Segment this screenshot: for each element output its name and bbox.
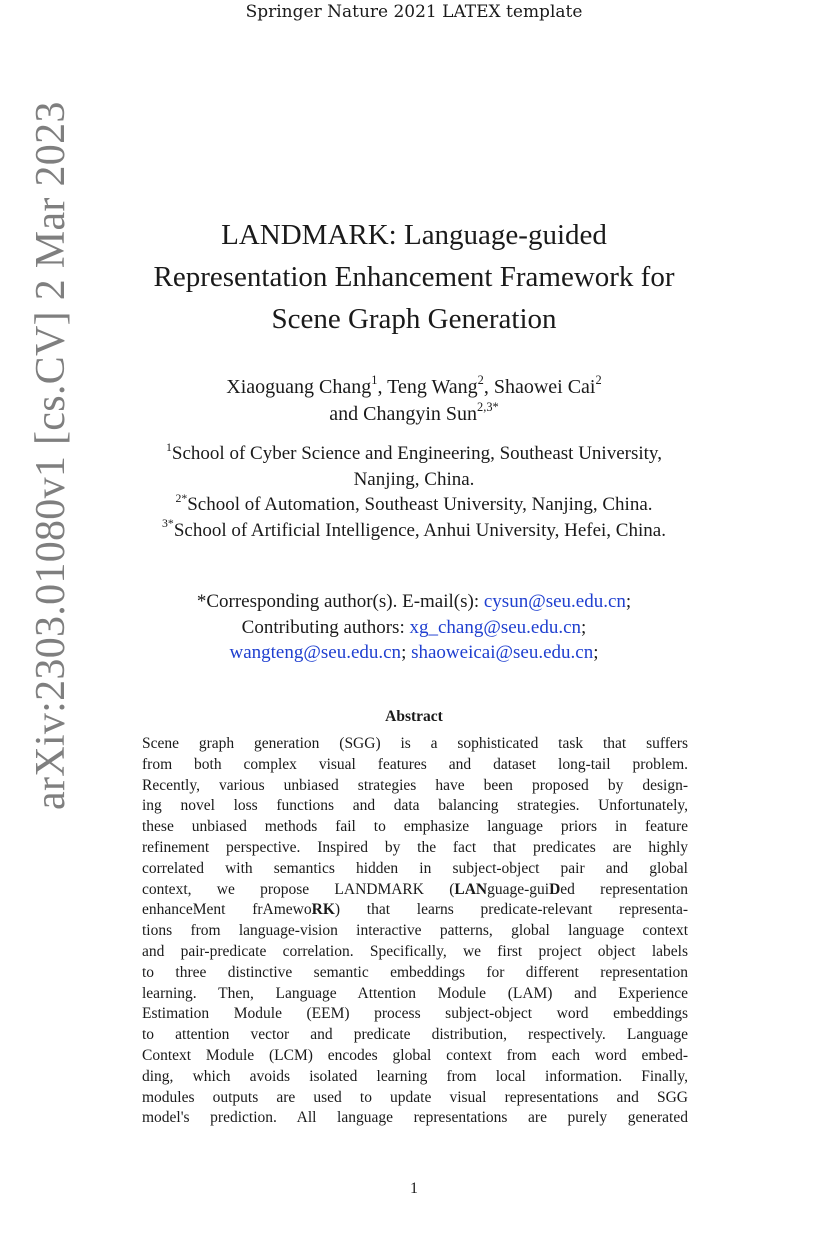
contact-block (130, 589, 698, 666)
author-name: Shaowei Cai (493, 376, 596, 398)
corresponding-label: *Corresponding author(s). E-mail(s): (196, 591, 484, 612)
separator: ; (401, 642, 412, 663)
abstract-line: ing novel loss functions and data balancing strategies. Unfortunately, (142, 797, 688, 815)
affiliation-text: School of Artificial Intelligence, Anhui University, Hefei, China. (173, 519, 666, 541)
affiliation (100, 518, 728, 544)
separator: ; (593, 642, 599, 663)
abstract-line: and pair-predicate correlation. Specifically, we first project object labels (142, 942, 688, 960)
abstract-line: to three distinctive semantic embeddings for different representation (142, 963, 688, 981)
acronym-bold: D (549, 880, 561, 898)
arxiv-stamp: arXiv:2303.01080v1 [cs.CV] 2 Mar 2023 (28, 101, 74, 810)
separator: ; (581, 616, 587, 638)
affiliation (100, 441, 728, 492)
abstract-line: to attention vector and predicate distribution, respectively. Language (142, 1026, 688, 1044)
separator: ; (625, 591, 632, 612)
affiliation-sup: 1 (166, 440, 172, 454)
abstract-line: correlated with semantics hidden in subject-object pair and global (142, 859, 688, 877)
abstract-heading: Abstract (385, 708, 443, 725)
abstract-line: Recently, various unbiased strategies have been proposed by design- (142, 776, 688, 794)
author-affil-sup: 2 (595, 373, 602, 388)
author-name: Xiaoguang Chang (226, 376, 372, 398)
abstract-line: these unbiased methods fail to emphasize language priors in feature (142, 818, 688, 836)
abstract-line: Scene graph generation (SGG) is a sophisticated task that suffers (142, 735, 688, 752)
affiliation-list (100, 441, 728, 543)
affiliation-text: School of Cyber Science and Engineering, Southeast University, (171, 443, 662, 464)
abstract-line: from both complex visual features and dataset long-tail problem. (142, 755, 688, 773)
acronym-bold: LAN (454, 880, 488, 898)
author-affil-sup: 2,3* (477, 400, 499, 415)
abstract-line: Context Module (LCM) encodes global context from each word embed- (142, 1046, 688, 1064)
affiliation-sup: 2* (175, 491, 188, 505)
email-link[interactable]: shaoweicai@seu.edu.cn (411, 642, 594, 663)
abstract-line: learning. Then, Language Attention Module (LAM) and Experience (142, 984, 688, 1002)
email-link[interactable]: cysun@seu.edu.cn (483, 591, 626, 612)
contributing-label: Contributing authors: (241, 616, 410, 638)
abstract-line: refinement perspective. Inspired by the fact that predicates are highly (142, 838, 688, 856)
author-affil-sup: 2 (477, 373, 484, 388)
abstract-line: enhanceMent frAmewoRK) that learns predicate-relevant representa- (142, 901, 689, 919)
title-line-2: Representation Enhancement Framework for (153, 261, 675, 293)
acronym-bold: RK (311, 901, 335, 919)
author-list: Xiaoguang Chang$^1$, Teng Wang$^2$, Shaowei Cai$^2$ and Changyin Sun$^{2,3*}$ (226, 373, 602, 425)
abstract-line: model's prediction. All language representations are purely generated (142, 1109, 688, 1127)
abstract-body (142, 734, 688, 1129)
abstract-line: ding, which avoids isolated learning from local information. Finally, (142, 1067, 688, 1085)
page-number: 1 (410, 1180, 418, 1197)
email-link[interactable]: xg_chang@seu.edu.cn (409, 616, 582, 638)
abstract-line: Estimation Module (EEM) process subject-object word embeddings (142, 1005, 688, 1023)
affiliation-text: Nanjing, China. (353, 468, 475, 490)
running-head: Springer Nature 2021 LATEX template (245, 2, 583, 22)
paper-title (90, 214, 738, 340)
abstract-line: context, we propose LANDMARK (LANguage-guiDed representation (142, 880, 688, 898)
affiliation (100, 492, 728, 518)
email-link[interactable]: wangteng@seu.edu.cn (229, 642, 402, 663)
affiliation-text: School of Automation, Southeast University, Nanjing, China. (187, 494, 653, 515)
author-affil-sup: 1 (371, 373, 378, 388)
abstract-line: modules outputs are used to update visual representations and SGG (142, 1088, 688, 1106)
author-name: and Changyin Sun (329, 403, 478, 425)
abstract-line: tions from language-vision interactive patterns, global language context (142, 922, 688, 940)
author-name: Teng Wang (387, 376, 478, 398)
affiliation-sup: 3* (162, 517, 174, 530)
title-line-3: Scene Graph Generation (271, 303, 557, 335)
title-line-1: LANDMARK: Language-guided (221, 219, 607, 251)
